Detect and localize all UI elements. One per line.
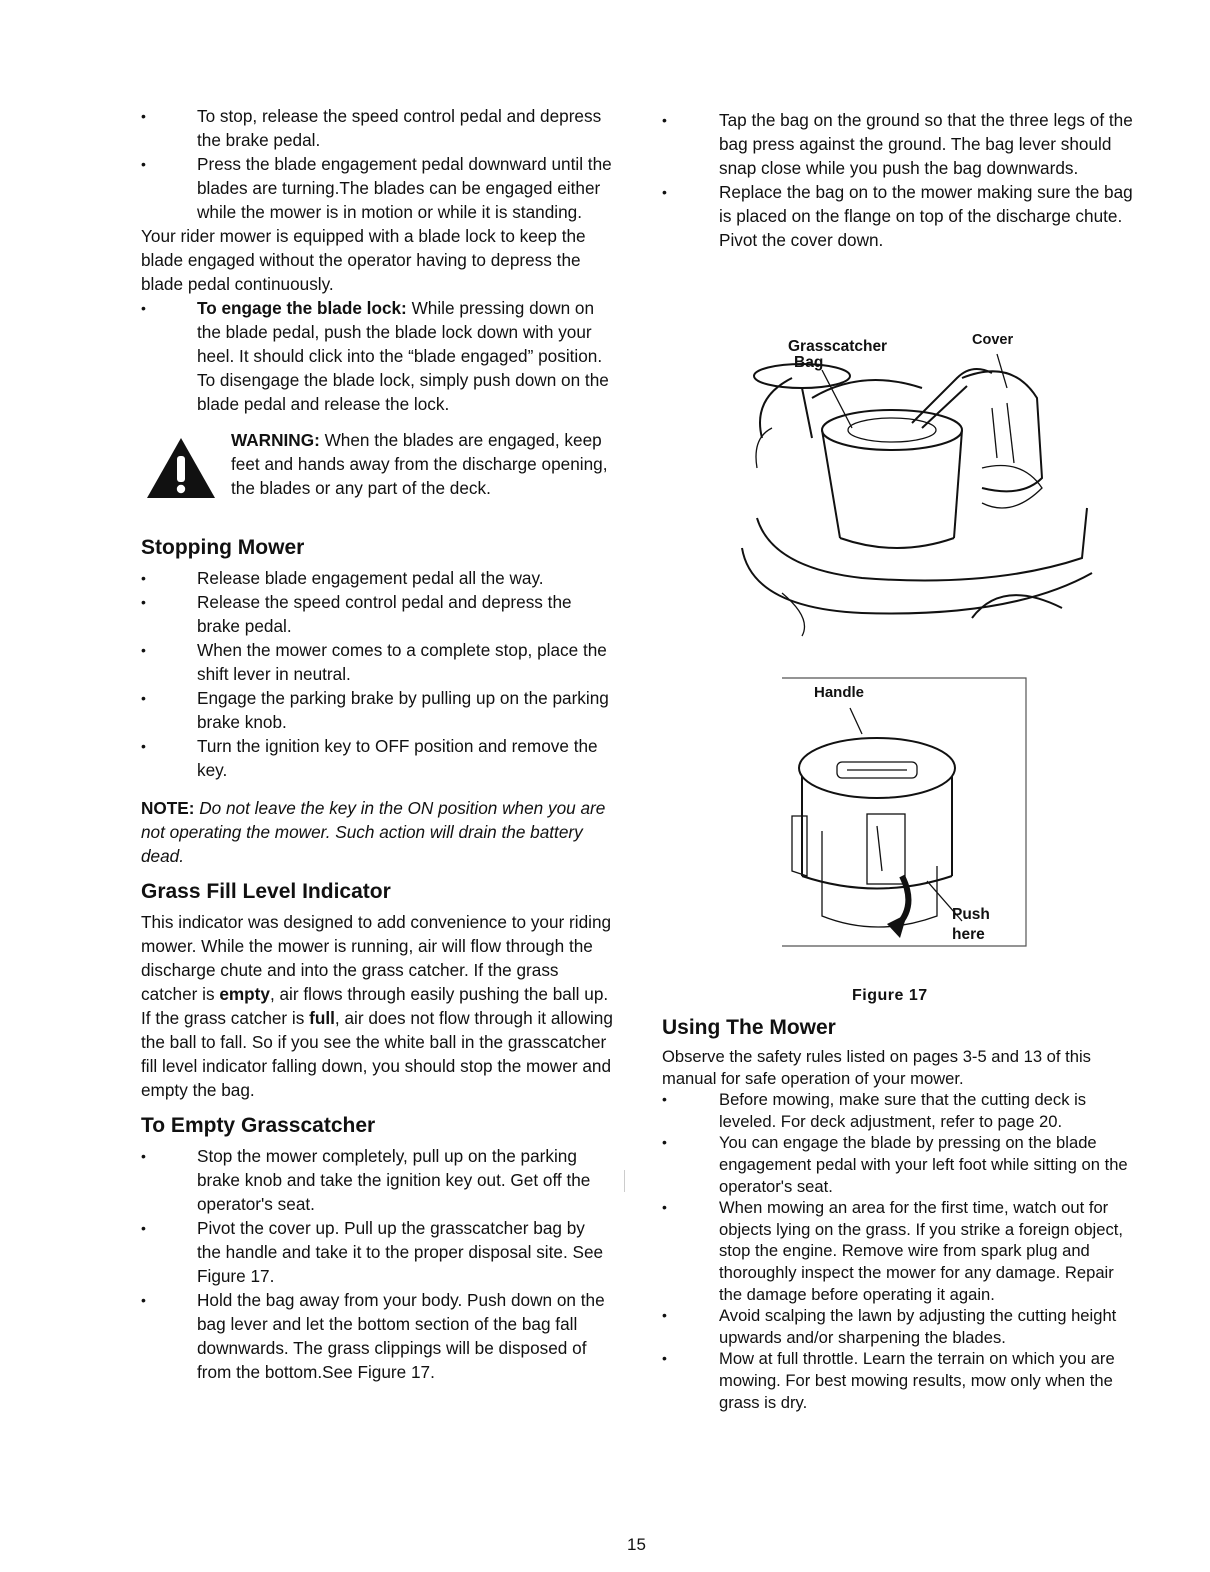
bullet-icon: • bbox=[141, 1148, 146, 1164]
warning-box bbox=[141, 428, 613, 524]
blade-lock-bullets bbox=[141, 296, 613, 416]
tap-bag-bullets bbox=[662, 108, 1137, 252]
list-item: • Release the speed control pedal and depress the brake pedal. bbox=[141, 592, 572, 636]
note-paragraph bbox=[141, 796, 613, 868]
list-item: • When mowing an area for the first time, watch out for objects lying on the grass. If you strike a foreign object, stop the engine. Remove wire from spark plug and thoroughly inspect the mower for any damage. Repair the damage before operating it again. bbox=[662, 1198, 1123, 1304]
list-item: • Pivot the cover up. Pull up the grasscatcher bag by the handle and take it to the proper disposal site. See Figure 17. bbox=[141, 1218, 604, 1286]
stopping-bullets bbox=[141, 566, 613, 782]
bullet-icon: • bbox=[141, 300, 146, 316]
bullet-icon: • bbox=[662, 1199, 667, 1216]
using-intro: Observe the safety rules listed on pages 3-5 and 13 of this manual for safe operation of your mower. bbox=[662, 1047, 1091, 1088]
page-number: 15 bbox=[627, 1535, 646, 1554]
empty-catcher-bullets bbox=[141, 1144, 613, 1384]
empty-catcher-heading: To Empty Grasscatcher bbox=[141, 1114, 376, 1137]
using-bullets bbox=[662, 1089, 1137, 1413]
mower-drawing bbox=[662, 318, 1137, 638]
note-text: Do not leave the key in the ON position when you are not operating the mower. Such action will drain the battery dead. bbox=[141, 798, 606, 866]
warning-text: When the blades are engaged, keep feet and hands away from the discharge opening, the blades or any part of the deck. bbox=[231, 430, 608, 498]
bullet-icon: • bbox=[662, 1091, 667, 1108]
left-column bbox=[141, 104, 613, 1384]
note-label: NOTE: bbox=[141, 798, 195, 818]
list-item: • Before mowing, make sure that the cutting deck is leveled. For deck adjustment, refer to page 20. bbox=[662, 1090, 1087, 1131]
right-column-bottom bbox=[662, 1016, 1137, 1413]
label-cover: Cover bbox=[972, 332, 1014, 348]
list-item: • When the mower comes to a complete stop, place the shift lever in neutral. bbox=[141, 640, 607, 684]
label-handle: Handle bbox=[814, 684, 865, 701]
grass-fill-paragraph: This indicator was designed to add convenience to your riding mower. While the mower is running, air will flow through the discharge chute and into the grass catcher. If the grass catcher is empty, air flows through easily pushing the ball up. If the grass catcher is full, air does not flow through it allowing the ball to fall. So if you see the white ball in the grasscatcher fill level indicator falling down, you should stop the mower and empty the bag. bbox=[141, 912, 613, 1100]
list-item: • Mow at full throttle. Learn the terrain on which you are mowing. For best mowing results, mow only when the grass is dry. bbox=[662, 1349, 1115, 1412]
label-grasscatcher: Grasscatcher bbox=[788, 338, 888, 355]
figure-caption: Figure 17 bbox=[852, 987, 928, 1004]
bullet-icon: • bbox=[141, 642, 146, 658]
bag-detail-illustration bbox=[662, 676, 1137, 948]
list-item: • To engage the blade lock: While pressing down on the blade pedal, push the blade lock down with your heel. It should click into the “blade engaged” position. To disengage the blade lock, simply push down on the blade pedal and release the lock. bbox=[141, 298, 609, 414]
bullet-icon: • bbox=[141, 570, 146, 586]
bag-drawing bbox=[662, 676, 1137, 948]
bullet-icon: • bbox=[662, 1134, 667, 1151]
bullet-icon: • bbox=[141, 690, 146, 706]
list-item: • Hold the bag away from your body. Push down on the bag lever and let the bottom section of the bag fall downwards. The grass clippings will be disposed of from the bottom.See Figure 17. bbox=[141, 1290, 605, 1382]
bullet-icon: • bbox=[141, 156, 146, 172]
bullet-icon: • bbox=[662, 184, 667, 200]
bullet-icon: • bbox=[141, 594, 146, 610]
grass-fill-heading: Grass Fill Level Indicator bbox=[141, 880, 391, 903]
bullet-icon: • bbox=[141, 1292, 146, 1308]
mower-illustration bbox=[662, 318, 1137, 638]
bullet-icon: • bbox=[662, 1350, 667, 1367]
bullet-icon: • bbox=[141, 108, 146, 124]
label-bag: Bag bbox=[794, 354, 824, 371]
list-item: • You can engage the blade by pressing on the blade engagement pedal with your left foot while sitting on the operator's seat. bbox=[662, 1133, 1128, 1196]
bullet-icon: • bbox=[141, 738, 146, 754]
list-item: • Avoid scalping the lawn by adjusting the cutting height upwards and/or sharpening the blades. bbox=[662, 1306, 1117, 1347]
list-item: • Turn the ignition key to OFF position and remove the key. bbox=[141, 736, 598, 780]
stop-bullets bbox=[141, 104, 613, 224]
label-here: here bbox=[952, 926, 985, 943]
label-push: Push bbox=[952, 906, 990, 923]
list-item: • To stop, release the speed control pedal and depress the brake pedal. bbox=[141, 106, 602, 150]
column-divider bbox=[624, 1170, 625, 1192]
list-item: • Release blade engagement pedal all the way. bbox=[141, 568, 544, 588]
right-column-top bbox=[662, 108, 1137, 252]
warning-label: WARNING: bbox=[231, 430, 320, 450]
list-item: • Engage the parking brake by pulling up on the parking brake knob. bbox=[141, 688, 609, 732]
blade-lock-paragraph: Your rider mower is equipped with a blade lock to keep the blade engaged without the operator having to depress the blade pedal continuously. bbox=[141, 226, 586, 294]
list-item: • Stop the mower completely, pull up on the parking brake knob and take the ignition key out. Get off the operator's seat. bbox=[141, 1146, 591, 1214]
list-item: • Replace the bag on to the mower making sure the bag is placed on the flange on top of the discharge chute. Pivot the cover down. bbox=[662, 182, 1133, 250]
bullet-icon: • bbox=[662, 1307, 667, 1324]
warning-triangle-icon bbox=[145, 436, 217, 500]
blade-lock-label: To engage the blade lock: bbox=[197, 298, 407, 318]
bullet-icon: • bbox=[662, 112, 667, 128]
bullet-icon: • bbox=[141, 1220, 146, 1236]
list-item: • Press the blade engagement pedal downward until the blades are turning.The blades can be engaged either while the mower is in motion or while it is standing. bbox=[141, 154, 612, 222]
list-item: • Tap the bag on the ground so that the three legs of the bag press against the ground. The bag lever should snap close while you push the bag downwards. bbox=[662, 110, 1133, 178]
stopping-heading: Stopping Mower bbox=[141, 536, 305, 559]
using-heading: Using The Mower bbox=[662, 1016, 836, 1039]
